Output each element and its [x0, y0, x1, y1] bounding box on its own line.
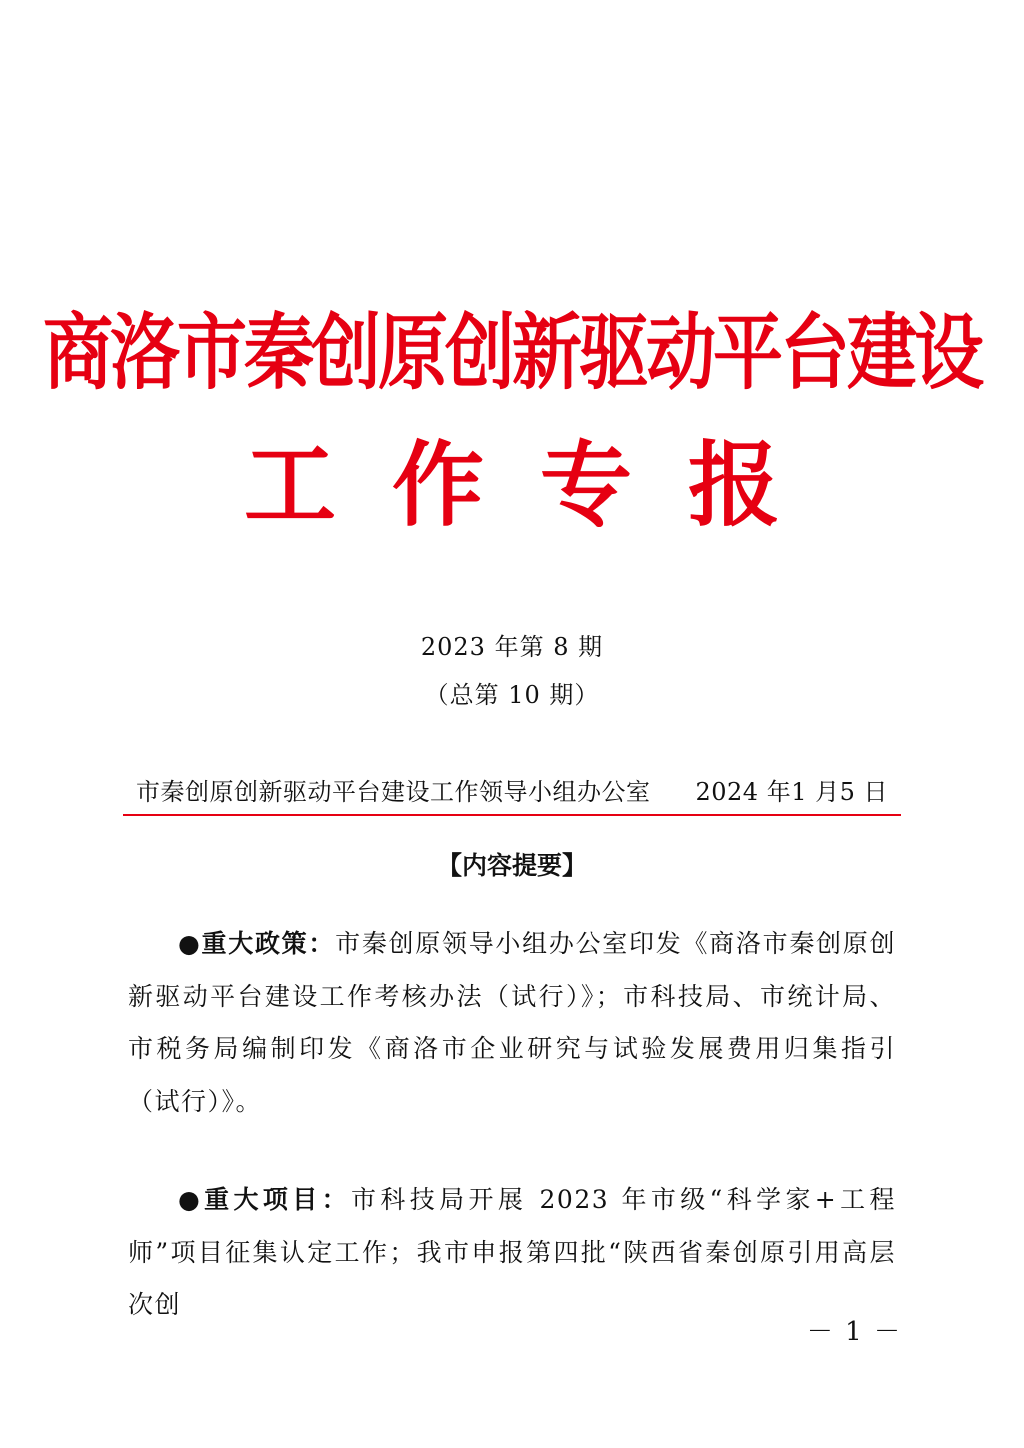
summary-item-text: 市秦创原领导小组办公室印发《商洛市秦创原创新驱动平台建设工作考核办法（试行）》；市科技局、市统计局、市税务局编制印发《商洛市企业研究与试验发展费用归集指引（试行）》。	[128, 929, 896, 1116]
page-number: － 1 －	[806, 1317, 902, 1347]
summary-heading: 【内容提要】	[436, 851, 587, 880]
issue-date: 2024 年1 月5 日	[695, 778, 888, 806]
masthead-title: 商洛市秦创原创新驱动平台建设	[43, 304, 981, 402]
masthead-subtitle: 工作专报	[243, 431, 836, 539]
summary-item-text: 市科技局开展 2023 年市级“科学家+工程师”项目征集认定工作；我市申报第四批“陕西省秦创原引用高层次创	[128, 1185, 896, 1319]
summary-item-lead: ●重大项目：	[178, 1185, 352, 1214]
summary-item-projects	[128, 1174, 896, 1332]
issue-total-number: （总第 10 期）	[424, 681, 600, 709]
summary-item-lead: ●重大政策：	[178, 929, 336, 958]
issue-number: 2023 年第 8 期	[420, 633, 604, 661]
issuer-row	[136, 772, 888, 812]
red-divider-line	[123, 814, 901, 816]
summary-item-policy	[128, 918, 896, 1128]
issuer-name: 市秦创原创新驱动平台建设工作领导小组办公室	[136, 778, 651, 806]
